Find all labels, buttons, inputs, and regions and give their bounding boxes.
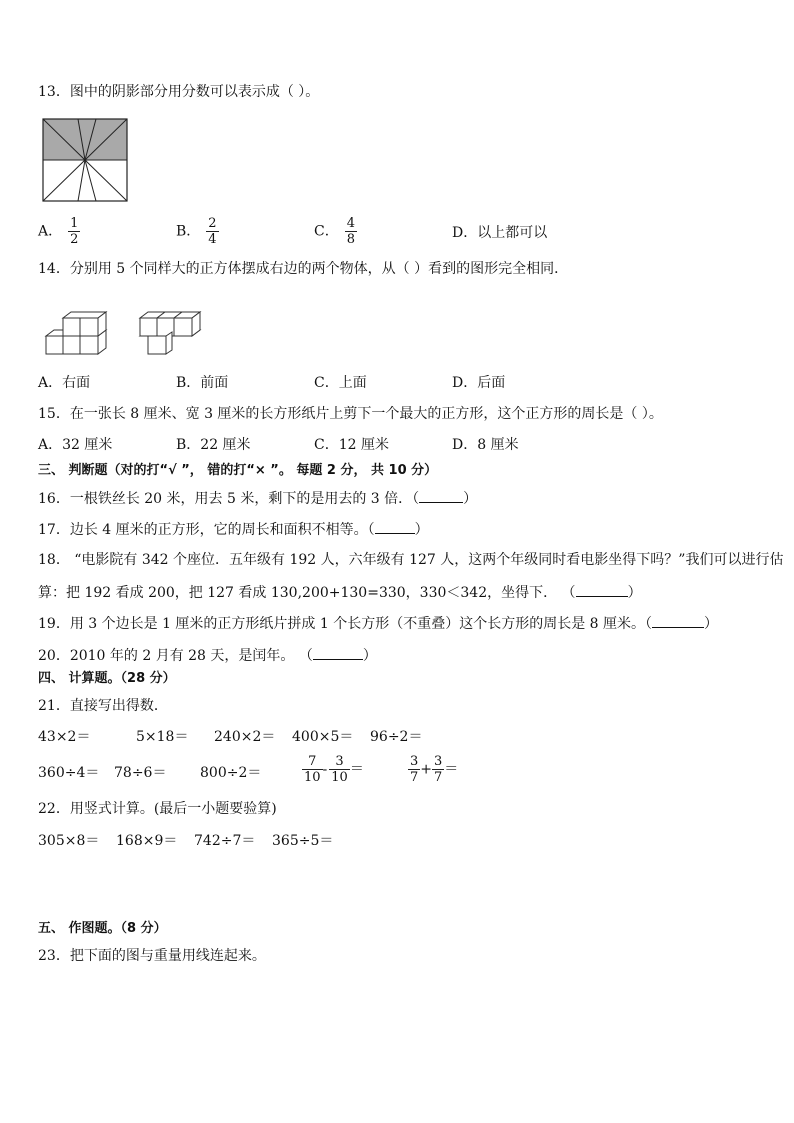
- q13-option-d[interactable]: D．以上都可以: [452, 225, 548, 241]
- q17-text: 17．边长 4 厘米的正方形，它的周长和面积不相等。（: [38, 522, 375, 538]
- q14-cube-figures: [44, 302, 214, 358]
- q21-item: 96÷2＝: [370, 729, 423, 745]
- q22-item: 168×9＝: [116, 833, 178, 849]
- q18-text-line2: 算：把 192 看成 200，把 127 看成 130,200+130=330，330＜342，坐得下． （: [38, 585, 576, 601]
- q13-text: 13．图中的阴影部分用分数可以表示成（ ）。: [38, 84, 320, 100]
- q14-option-c[interactable]: C．上面: [314, 375, 367, 391]
- q13-option-b[interactable]: B． $\frac{2}{4}$: [176, 216, 217, 247]
- q21-item: 240×2＝: [214, 729, 276, 745]
- q15-option-d[interactable]: D．8 厘米: [452, 437, 519, 453]
- q22-item: 305×8＝: [38, 833, 100, 849]
- q21-item: 43×2＝: [38, 729, 91, 745]
- q14-option-d[interactable]: D．后面: [452, 375, 506, 391]
- q16-text: 16．一根铁丝长 20 米，用去 5 米，剩下的是用去的 3 倍．（: [38, 491, 420, 507]
- q14-option-b[interactable]: B．前面: [176, 375, 229, 391]
- q21-fraction-addition: $\frac{3}{7}$ + $\frac{3}{7}$ ＝: [410, 754, 459, 785]
- q19-answer-blank[interactable]: [652, 613, 704, 628]
- q15-option-c[interactable]: C．12 厘米: [314, 437, 389, 453]
- section-4-heading: 四、 计算题。（28 分）: [38, 671, 176, 686]
- q17-line: 17．边长 4 厘米的正方形，它的周长和面积不相等。（ ）: [38, 519, 429, 539]
- fraction: $\frac{4}{8}$: [346, 216, 355, 247]
- q20-line: 20．2010 年的 2 月有 28 天，是闰年。 （ ）: [38, 645, 377, 665]
- q22-item: 742÷7＝: [194, 833, 256, 849]
- q22-text: 22．用竖式计算。(最后一小题要验算): [38, 801, 277, 817]
- q13-figure: [42, 118, 128, 202]
- q14-text: 14．分别用 5 个同样大的正方体摆成右边的两个物体，从（ ）看到的图形完全相同．: [38, 261, 569, 277]
- q21-item: 400×5＝: [292, 729, 354, 745]
- q19-text: 19．用 3 个边长是 1 厘米的正方形纸片拼成 1 个长方形（不重叠）这个长方形的周长是 8 厘米。（: [38, 616, 653, 632]
- q20-answer-blank[interactable]: [313, 645, 363, 660]
- q18-line2: 算：把 192 看成 200，把 127 看成 130,200+130=330，330＜342，坐得下． （ ）: [38, 582, 642, 602]
- q13-option-c[interactable]: C． $\frac{4}{8}$: [314, 216, 355, 247]
- q21-item: 78÷6＝: [114, 765, 167, 781]
- q13-option-a[interactable]: A． $\frac{1}{2}$: [38, 216, 79, 247]
- q16-line: 16．一根铁丝长 20 米，用去 5 米，剩下的是用去的 3 倍．（ ）: [38, 488, 477, 508]
- section-3-heading: 三、 判断题（对的打“√ ”， 错的打“× ”。 每题 2 分， 共 10 分）: [38, 463, 438, 478]
- q21-item: 800÷2＝: [200, 765, 262, 781]
- q22-item: 365÷5＝: [272, 833, 334, 849]
- q15-text: 15．在一张长 8 厘米、宽 3 厘米的长方形纸片上剪下一个最大的正方形，这个正方形的周长是（ ）。: [38, 406, 663, 422]
- q15-option-b[interactable]: B．22 厘米: [176, 437, 251, 453]
- q21-fraction-subtraction: $\frac{7}{10}$ - $\frac{3}{10}$ ＝: [304, 754, 364, 785]
- fraction: $\frac{2}{4}$: [208, 216, 217, 247]
- q18-answer-blank[interactable]: [576, 582, 628, 597]
- q18-text-line1: 18． “电影院有 342 个座位．五年级有 192 人，六年级有 127 人，这两个年级同时看电影坐得下吗？”我们可以进行估: [38, 552, 784, 568]
- fraction: $\frac{1}{2}$: [70, 216, 79, 247]
- q15-option-a[interactable]: A．32 厘米: [38, 437, 113, 453]
- q21-item: 5×18＝: [136, 729, 189, 745]
- section-5-heading: 五、 作图题。（8 分）: [38, 921, 167, 936]
- q21-text: 21．直接写出得数．: [38, 698, 168, 714]
- q20-text: 20．2010 年的 2 月有 28 天，是闰年。 （: [38, 648, 313, 664]
- q17-answer-blank[interactable]: [375, 519, 415, 534]
- q16-answer-blank[interactable]: [419, 488, 463, 503]
- q14-option-a[interactable]: A．右面: [38, 375, 91, 391]
- q21-item: 360÷4＝: [38, 765, 100, 781]
- q19-line: 19．用 3 个边长是 1 厘米的正方形纸片拼成 1 个长方形（不重叠）这个长方形的周长是 8 厘米。（ ）: [38, 613, 718, 633]
- q23-text: 23．把下面的图与重量用线连起来。: [38, 948, 266, 964]
